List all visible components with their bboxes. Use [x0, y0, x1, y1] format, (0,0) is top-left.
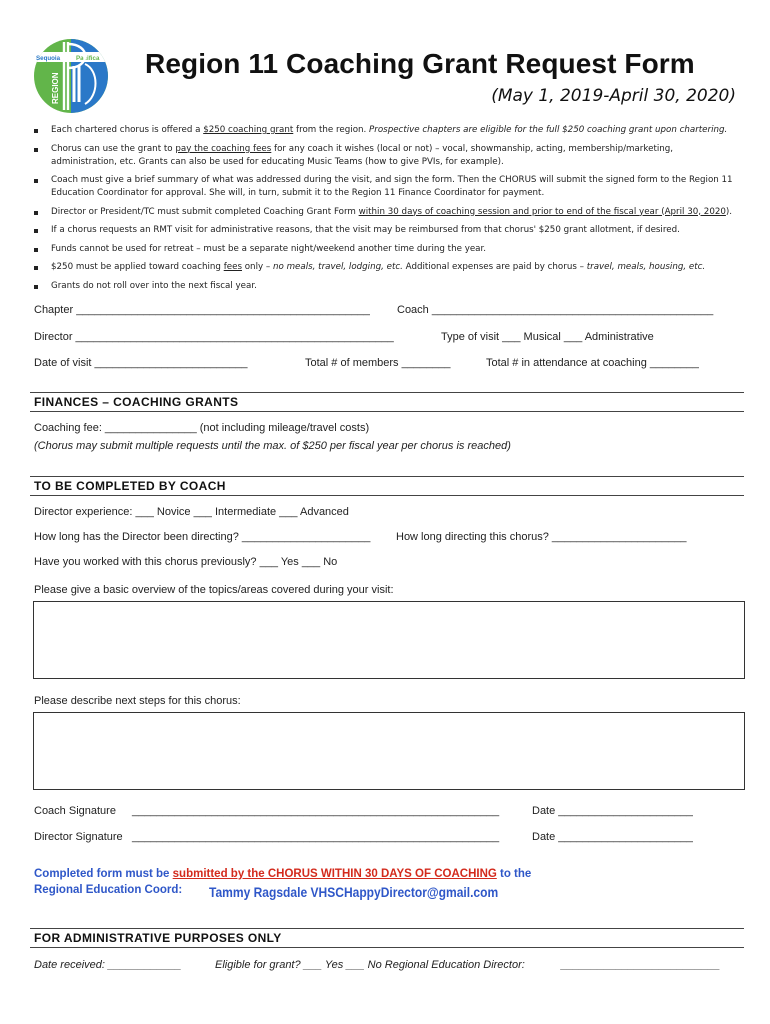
next-steps-textbox[interactable] [33, 712, 745, 790]
rule-item: Director or President/TC must submit completed Coaching Grant Form within 30 days of coaching session and prior to end of the fiscal year (April 30, 2020). [34, 206, 734, 219]
admin-section-heading: FOR ADMINISTRATIVE PURPOSES ONLY [30, 928, 744, 948]
svg-text:REGION: REGION [51, 72, 60, 104]
rule-item: Coach must give a brief summary of what was addressed during the visit, and sign the form. Then the CHORUS will submit the signed form to the Region 11 Education Coordinator for approval. She will, in turn, submit it to the Region 11 Finance Coordinator for payment. [34, 174, 734, 200]
region-11-logo [33, 38, 109, 114]
grant-rules-list [34, 124, 734, 298]
eligible-for-grant-field[interactable]: Eligible for grant? ___ Yes ___ No Regional Education Director: [215, 959, 525, 971]
education-coord-label: Regional Education Coord: [34, 884, 183, 896]
how-long-chorus-field[interactable]: How long directing this chorus? ______________________ [396, 531, 687, 543]
coach-signature-line[interactable]: ____________________________________________________________ [132, 805, 500, 817]
rule-item: If a chorus requests an RMT visit for administrative reasons, that the visit may be reimbursed from that chorus' $250 grant allotment, if desired. [34, 224, 734, 237]
submission-notice: Completed form must be submitted by the CHORUS WITHIN 30 DAYS OF COACHING to the [34, 868, 532, 880]
overview-label: Please give a basic overview of the topics/areas covered during your visit: [34, 584, 394, 596]
rule-item: Each chartered chorus is offered a $250 coaching grant from the region. Prospective chapters are eligible for the full $250 coaching grant upon chartering. [34, 124, 734, 137]
director-field[interactable]: Director ____________________________________________________ [34, 331, 394, 343]
rule-item: Funds cannot be used for retreat – must be a separate night/weekend another time during the year. [34, 243, 734, 256]
rule-item: $250 must be applied toward coaching fees only – no meals, travel, lodging, etc. Additional expenses are paid by chorus – travel, meals, housing, etc. [34, 261, 734, 274]
total-members-field[interactable]: Total # of members ________ [305, 357, 451, 369]
date-of-visit-field[interactable]: Date of visit _________________________ [34, 357, 248, 369]
date-range-subtitle: (May 1, 2019-April 30, 2020) [491, 86, 736, 106]
rule-item: Grants do not roll over into the next fiscal year. [34, 280, 734, 293]
rule-item: Chorus can use the grant to pay the coaching fees for any coach it wishes (local or not) – vocal, showmanship, acting, membership/marketing, administration, etc. Grants can also be used for educating Music Teams (how to give PVIs, for example). [34, 143, 734, 169]
director-signature-label: Director Signature [34, 831, 123, 843]
director-signature-line[interactable]: ____________________________________________________________ [132, 831, 500, 843]
type-of-visit-field[interactable]: Type of visit ___ Musical ___ Administrative [441, 331, 654, 343]
director-experience-field[interactable]: Director experience: ___ Novice ___ Intermediate ___ Advanced [34, 506, 349, 518]
svg-text:Sequoia: Sequoia [36, 55, 61, 62]
next-steps-label: Please describe next steps for this chorus: [34, 695, 241, 707]
coaching-fee-field[interactable]: Coaching fee: _______________ (not including mileage/travel costs) [34, 422, 370, 434]
finances-note: (Chorus may submit multiple requests until the max. of $250 per fiscal year per chorus is reached) [34, 440, 511, 452]
chapter-field[interactable]: Chapter ________________________________________________ [34, 304, 370, 316]
svg-text:Pacifica: Pacifica [76, 55, 100, 62]
education-coord-contact: Tammy Ragsdale VHSCHappyDirector@gmail.com [209, 884, 499, 900]
coach-field[interactable]: Coach ______________________________________________ [397, 304, 714, 316]
coach-date-field[interactable]: Date ______________________ [532, 805, 693, 817]
attendance-field[interactable]: Total # in attendance at coaching ________ [486, 357, 699, 369]
regional-director-line[interactable]: __________________________ [561, 959, 721, 971]
how-long-directing-field[interactable]: How long has the Director been directing? _____________________ [34, 531, 371, 543]
overview-textbox[interactable] [33, 601, 745, 679]
coach-signature-label: Coach Signature [34, 805, 116, 817]
finances-section-heading: FINANCES – COACHING GRANTS [30, 392, 744, 412]
form-title: Region 11 Coaching Grant Request Form [145, 48, 695, 79]
worked-before-field[interactable]: Have you worked with this chorus previously? ___ Yes ___ No [34, 556, 338, 568]
date-received-field[interactable]: Date received: ____________ [34, 959, 182, 971]
coach-section-heading: TO BE COMPLETED BY COACH [30, 476, 744, 496]
director-date-field[interactable]: Date ______________________ [532, 831, 693, 843]
